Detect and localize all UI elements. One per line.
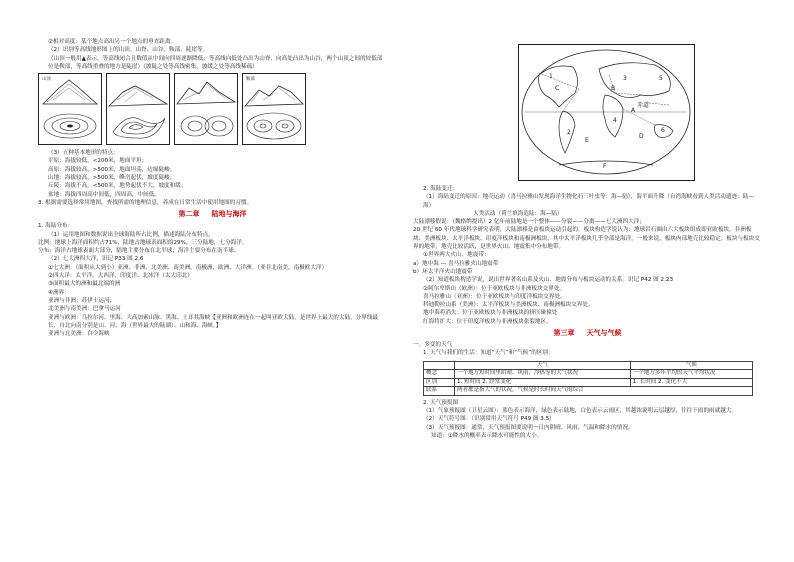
contour-figure-ridge — [106, 73, 170, 145]
map-label-C: C — [555, 85, 560, 92]
contour-figure-peak: 山顶 — [38, 73, 102, 145]
left-bottom-text: 1. 海陆分布： （1）运用地图和数据说出全球海陆所占比例，描述海陆分布特点。 比例：地球上海洋面积约占71%，陆地占地球表面积的29%。三分陆地，七分海洋。 分布：海洋占地球表面大部分，陆地主要分布在北半球；海洋主要分布在南半球。 （2）七大洲四大洋，识记 P33 图 2.6 ①七大洲：（面积从大到小）亚洲、非洲、北美洲、南美洲、南极洲、欧洲、大洋洲。（亚非北南美，南极欧大洋） ②四大洋：太平洋、大西洋、印度洋、北冰洋（太大印北） ③面积最大的洲和最北端的洲 ④洲界： 亚洲与非洲：苏伊士运河； 北美洲与南美洲：巴拿马运河 亚洲与欧洲：乌拉尔河、里海、大高加索山脉、黑海、土耳其海峡【亚洲和欧洲连在一起叫亚欧大陆，是世界上最大的大陆，分界线最长，自北向南分别是山、河、海（世界最大的陆湖）、山和海、海峡。】 亚洲与北美洲：白令海峡 — [38, 223, 379, 338]
contour-figure-saddle: 鞍部 — [242, 73, 306, 145]
map-label-A: A — [631, 107, 636, 114]
map-label-equator: 赤道 — [637, 102, 650, 109]
map-label-4: 4 — [613, 117, 617, 124]
right-mid-text: 一、多变的天气 1. 天气与我们的生活：知道“天气”和“气候”的区别： — [413, 342, 554, 357]
world-map — [518, 44, 695, 181]
map-label-D: D — [639, 133, 644, 140]
right-bottom-text: 2. 天气预报图 （1）气象预报图（卫星云图）：蓝色表示海洋，绿色表示陆地，白色表示云雨区，其越浓说明云层越厚，往往下雨的雨就越大。 （2）天气符号图：（识别常用天气符号 P49 图 3.5） （3）天气预报图：通常，天气预报图要说明一日内阴晴、风雨、气温和降水的情况。 知道：①降水的概率表示降水可能性的大小。 — [423, 399, 738, 439]
relative-height-line: ②相对高度：某个地点高出另一个地点的垂直距离。 — [48, 39, 177, 45]
contour-figure-valley — [174, 73, 238, 145]
left-mid-text: （3）五种基本地形的特点： 平原：海拔较低，<200米，地面平坦； 高原：海拔较高，>500米，地面坦荡，边缘陡峻； 山地：海拔较高，>500米，峰峦起伏，坡度陡峻； 丘陵：海拔不高，<500米，地势起伏不大，坡度和缓； 盆地：海拔四周高中间低，四周高，中间低。 3. 根据需要选择常用地图，查找所需的地理信息，养成在日常生活中使用地图的习惯。 — [38, 150, 253, 206]
chapter-3-heading: 第三章 天气与气候 — [553, 329, 622, 338]
table-row: 概念 一个地方短时间里阴晴、风雨、冷热等的大气状况 一个地方多年平均的天气平均状况 — [424, 370, 753, 379]
map-label-F: F — [603, 163, 607, 170]
contour-explain-line: （山顶一般用▲表示，等高线闭合且数值从中间向四周逐渐降低；等高线向低处凸出为山脊，向高处凸出为山谷，两个山顶之间的较低部位是鞍部，等高线重叠的地方是陡崖）（坡陡之处等高线密集，坡缓之处等高线稀疏） — [48, 55, 383, 70]
table-header-row: 天气 气候 — [424, 361, 753, 370]
contour-figures — [38, 73, 387, 145]
map-label-5: 5 — [659, 75, 663, 82]
map-label-6: 6 — [661, 127, 665, 134]
table-row: 区别 1. 短时间 2. 经常变化 1. 长时间 2. 变化不大 — [424, 378, 753, 387]
map-label-3: 3 — [623, 75, 627, 82]
map-label-E: E — [585, 137, 589, 144]
map-label-2: 2 — [567, 129, 571, 136]
weather-climate-table — [423, 361, 753, 396]
table-row: 联系 两者都是指大气的状况，气候是时长时间天气的综合 — [424, 387, 753, 396]
map-label-B: B — [611, 85, 616, 92]
chapter-2-heading: 第二章 陆地与海洋 — [178, 210, 247, 219]
contour-identify-line: （2）识别等高线地形图上的山顶、山脊、山谷、鞍部、陡崖等。 — [48, 47, 209, 54]
left-top-text — [38, 38, 387, 71]
right-page — [397, 0, 794, 562]
map-label-1: 1 — [549, 73, 553, 80]
right-top-text: 2. 海陆变迁： （1）海陆变迁的原因：地壳运动（喜马拉雅山发现海洋生物化石三叶虫等：海—陆），海平面升降（台湾海峡看到人类活动遗迹：陆—海） 人类活动（荷兰填海造陆：海—陆） 大陆漂移假说：（魏格纳提出）2 亿年前陆地是一个整体——分裂——分离——七大洲四大洋； 20 世纪 60 年代地球科学研究表明，大陆漂移是由板块运动引起的。板块构造学说认为：地球岩石圈由六大板块组成即亚欧板块、非洲板块、美洲板块、太平洋板块、印度洋板块和南极洲板块，其中太平洋板块几乎全部是海洋。一般来说，板块内部地壳比较稳定；板块与板块交界的地带，地壳比较活跃，是世界火山、地震集中分布地带。 ①世界两大火山、地震带： a）地中海 — 喜马拉雅火山地震带 b）环太平洋火山地震带 （2）知道板块构造学说，说出世界著名山系及火山、地震分布与板块运动的关系。识记 P42 图 2.23 ②阿尔卑斯山（欧洲）：位于亚欧板块与非洲板块交界处。 喜马拉雅山（亚洲）：位于亚欧板块与印度洋板块交界处。 科迪勒拉山系（美洲）：太平洋板块与美洲板块、南极洲板块交界处。 地中海将消失：位于亚欧板块与非洲板块的挤压碰撞处 红海将扩大：位于印度洋板块与非洲板块张裂地区。 — [413, 186, 760, 325]
